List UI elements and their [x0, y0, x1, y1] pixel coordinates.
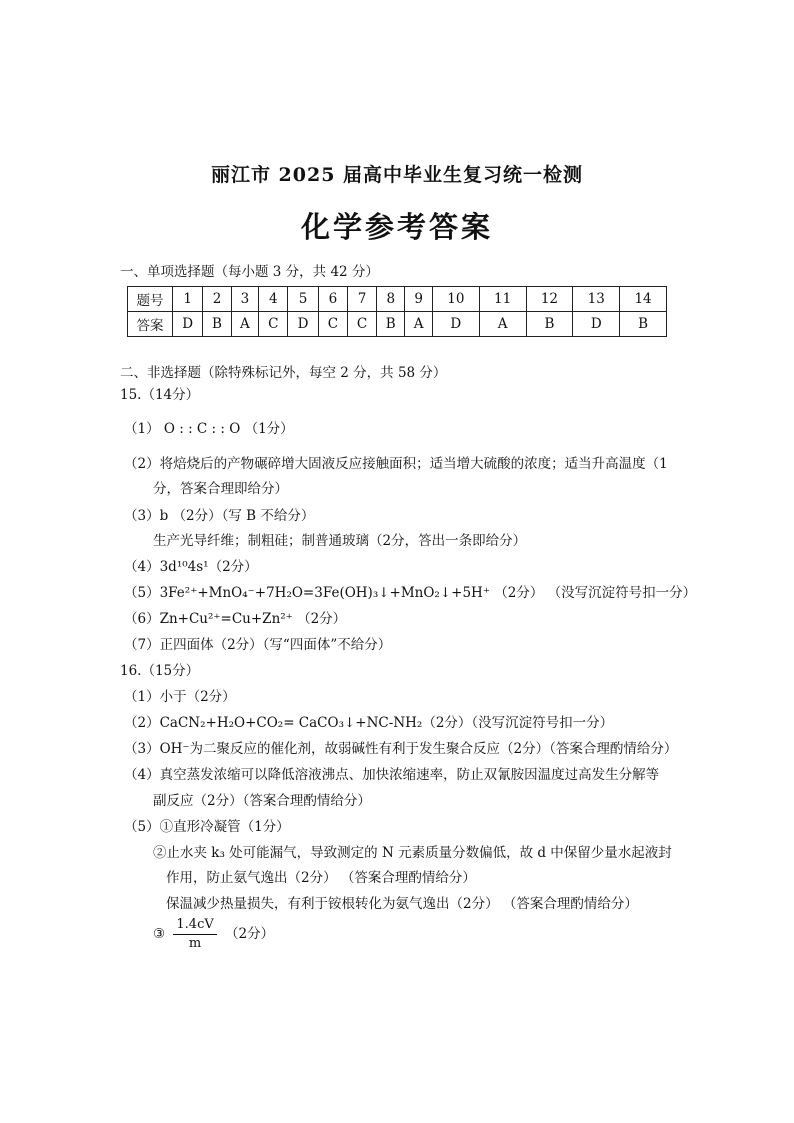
answer-title: 化学参考答案 [300, 210, 493, 244]
table-row [128, 287, 667, 312]
fraction [173, 916, 216, 953]
answer-cell: A [231, 312, 259, 337]
answer-cell: C [318, 312, 347, 337]
answer-cell: D [173, 312, 203, 337]
question-number: 14 [620, 287, 667, 312]
question-number: 10 [432, 287, 479, 312]
score: （2分） [225, 926, 275, 942]
question-number: 3 [231, 287, 259, 312]
q15-part3: （3）b （2分）（写 B 不给分） [124, 508, 315, 524]
answer-cell: A [479, 312, 526, 337]
q15-part3-cont: 生产光导纤维；制粗硅；制普通玻璃（2分，答出一条即给分） [153, 533, 527, 549]
q15-head: 15.（14分） [120, 387, 200, 403]
row-label: 题号 [128, 287, 173, 312]
answer-table [127, 286, 667, 337]
question-number: 13 [573, 287, 620, 312]
answer-cell: C [348, 312, 377, 337]
q15-part4: （4）3d¹⁰4s¹（2分） [124, 559, 258, 575]
q16-part4: （4）真空蒸发浓缩可以降低溶液沸点、加快浓缩速率，防止双氰胺因温度过高发生分解等 [124, 767, 660, 783]
answer-cell: B [620, 312, 667, 337]
answer-cell: D [288, 312, 318, 337]
q16-part5-2: ②止水夹 k₃ 处可能漏气，导致测定的 N 元素质量分数偏低，故 d 中保留少量水起液封 [153, 845, 672, 861]
electron-formula: O : : C : : O [163, 421, 241, 437]
q16-part5-2-cont: 作用，防止氨气逸出（2分） （答案合理酌情给分） [166, 870, 476, 886]
question-number: 8 [377, 287, 405, 312]
q16-part5-2-extra: 保温减少热量损失，有利于铵根转化为氨气逸出（2分） （答案合理酌情给分） [166, 896, 638, 912]
question-number: 11 [479, 287, 526, 312]
q15-part7: （7）正四面体（2分）（写“四面体”不给分） [124, 637, 392, 653]
q16-part4-cont: 副反应（2分）（答案合理酌情给分） [153, 793, 371, 809]
question-number: 6 [318, 287, 347, 312]
q16-part2: （2）CaCN₂+H₂O+CO₂= CaCO₃↓+NC-NH₂（2分）（没写沉淀符号扣一分） [124, 715, 614, 731]
q15-part2: （2）将焙烧后的产物碾碎增大固液反应接触面积；适当增大硫酸的浓度；适当升高温度（1 [124, 456, 668, 472]
question-number: 1 [173, 287, 203, 312]
answer-cell: B [526, 312, 573, 337]
answer-cell: D [432, 312, 479, 337]
q16-part5: （5）①直形冷凝管（1分） [124, 819, 290, 835]
q16-head: 16.（15分） [120, 663, 200, 679]
section2-title: 二、非选择题（除特殊标记外，每空 2 分，共 58 分） [120, 365, 447, 381]
answer-cell: B [203, 312, 231, 337]
question-number: 4 [259, 287, 288, 312]
row-label: 答案 [128, 312, 173, 337]
exam-title: 丽江市 2025 届高中毕业生复习统一检测 [210, 164, 584, 186]
section1-title: 一、单项选择题（每小题 3 分，共 42 分） [120, 264, 379, 280]
q15-part6: （6）Zn+Cu²⁺=Cu+Zn²⁺ （2分） [124, 611, 347, 627]
answer-cell: A [405, 312, 433, 337]
q15-part2-cont: 分，答案合理即给分） [153, 481, 288, 497]
answer-cell: D [573, 312, 620, 337]
denominator: m [188, 936, 202, 951]
score: （1分） [244, 421, 294, 437]
answer-cell: C [259, 312, 288, 337]
part-label: （1） [124, 421, 160, 437]
q15-part1 [124, 419, 294, 439]
question-number: 2 [203, 287, 231, 312]
question-number: 9 [405, 287, 433, 312]
table-row [128, 312, 667, 337]
q15-part5: （5）3Fe²⁺+MnO₄⁻+7H₂O=3Fe(OH)₃↓+MnO₂↓+5H⁺ （2分） （没写沉淀符号扣一分） [124, 585, 697, 601]
numerator: 1.4cV [173, 916, 216, 935]
answer-cell: B [377, 312, 405, 337]
q16-part1: （1）小于（2分） [124, 689, 236, 705]
question-number: 7 [348, 287, 377, 312]
part-label: ③ [153, 926, 166, 942]
q16-part3: （3）OH⁻为二聚反应的催化剂，故弱碱性有利于发生聚合反应（2分）（答案合理酌情给分） [124, 741, 678, 757]
question-number: 5 [288, 287, 318, 312]
question-number: 12 [526, 287, 573, 312]
q16-part5-3 [153, 916, 274, 953]
